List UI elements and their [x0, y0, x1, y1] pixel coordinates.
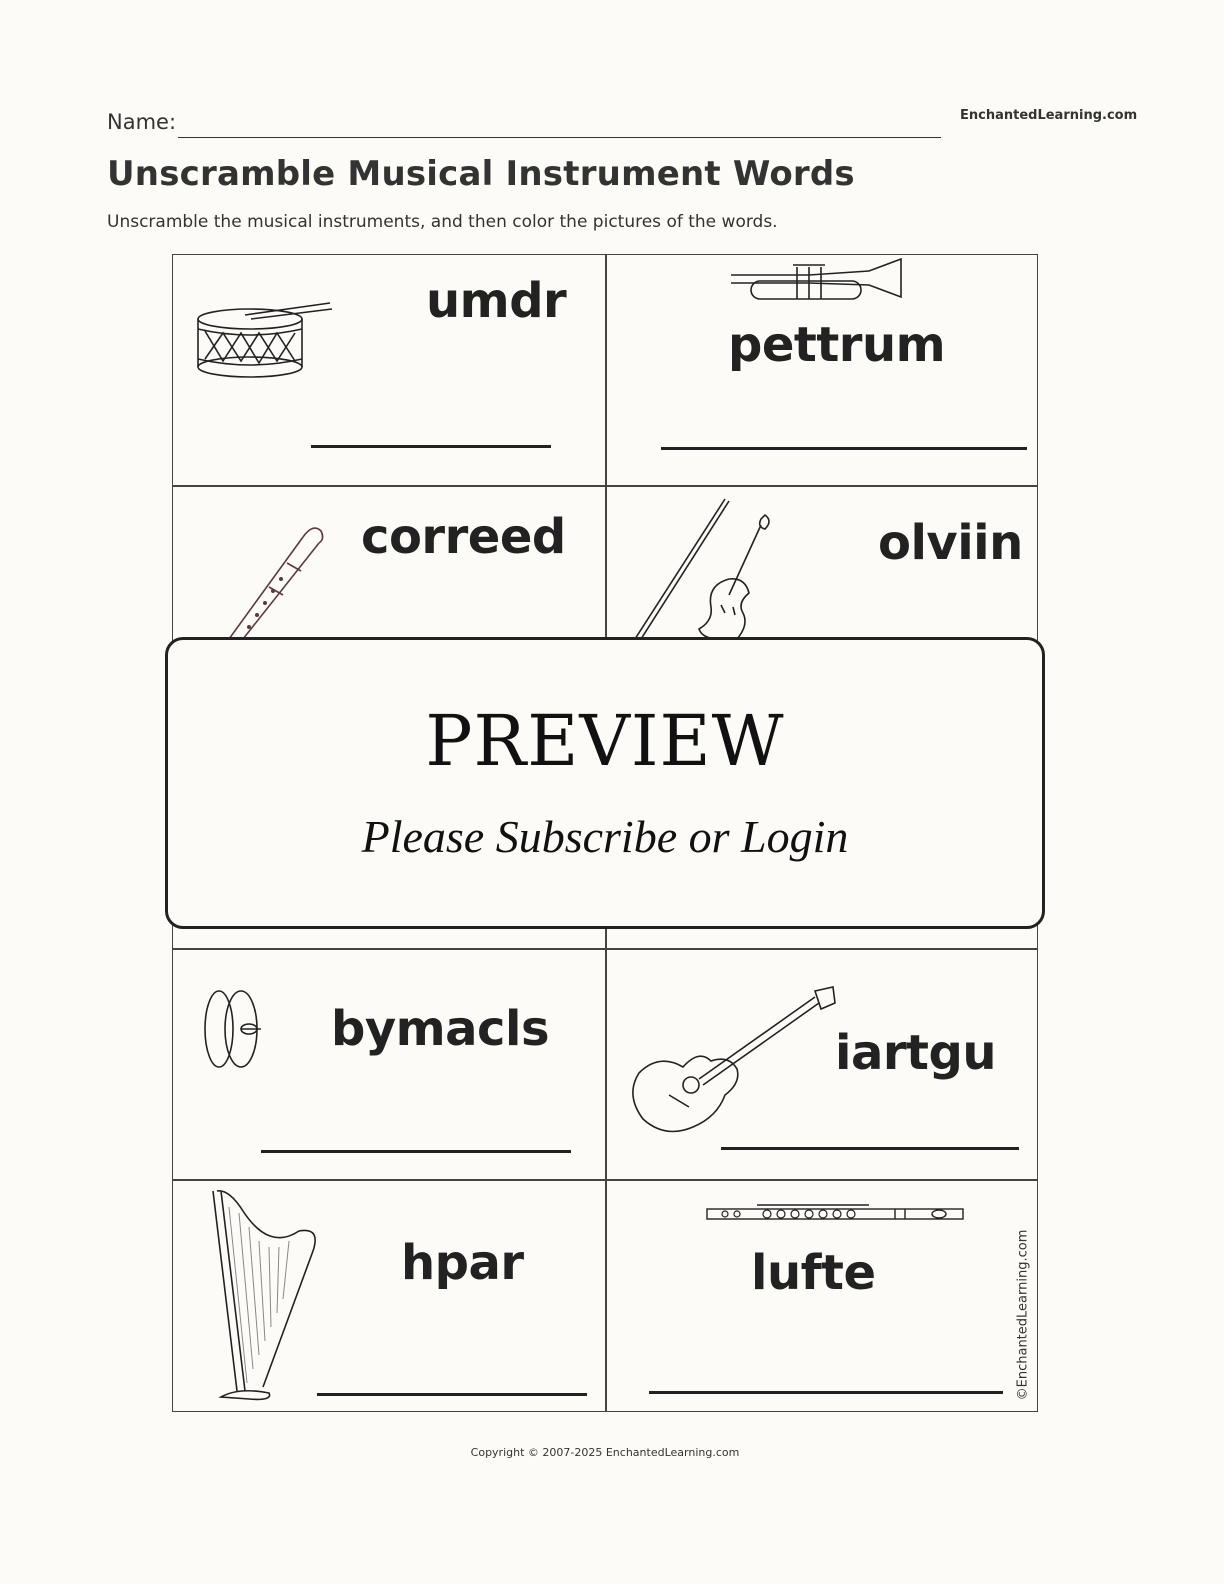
- page-title: Unscramble Musical Instrument Words: [107, 154, 855, 194]
- subscribe-login-prompt[interactable]: Please Subscribe or Login: [361, 811, 849, 862]
- preview-overlay[interactable]: [165, 637, 1045, 929]
- scrambled-word: iartgu: [835, 1025, 996, 1081]
- name-line: [178, 137, 941, 138]
- flute-icon: [705, 1199, 967, 1229]
- grid-divider: [173, 1179, 1037, 1181]
- answer-line[interactable]: [317, 1393, 587, 1396]
- drum-icon: [195, 299, 335, 381]
- name-label: Name:: [107, 110, 177, 134]
- scrambled-word: bymacls: [331, 1001, 550, 1057]
- answer-line[interactable]: [661, 447, 1027, 450]
- site-brand: EnchantedLearning.com: [960, 108, 1138, 123]
- scrambled-word: lufte: [751, 1245, 876, 1301]
- answer-line[interactable]: [311, 445, 551, 448]
- answer-line[interactable]: [649, 1391, 1003, 1394]
- guitar-icon: [629, 983, 839, 1135]
- violin-icon: [633, 495, 773, 639]
- recorder-icon: [221, 523, 325, 639]
- answer-line[interactable]: [721, 1147, 1019, 1150]
- grid-divider: [173, 948, 1037, 950]
- side-credit: [1008, 1230, 1038, 1400]
- scrambled-word: correed: [361, 509, 566, 565]
- cymbals-icon: [203, 989, 267, 1071]
- scrambled-word: hpar: [401, 1235, 524, 1291]
- side-credit-text: ©EnchantedLearning.com: [1015, 1229, 1031, 1401]
- answer-line[interactable]: [261, 1150, 571, 1153]
- trumpet-icon: [729, 257, 909, 309]
- scrambled-word: umdr: [426, 273, 567, 329]
- scrambled-word: olviin: [878, 515, 1023, 571]
- grid-divider: [173, 485, 1037, 487]
- instructions: Unscramble the musical instruments, and then color the pictures of the words.: [107, 212, 778, 232]
- harp-icon: [209, 1187, 323, 1401]
- copyright: Copyright © 2007-2025 EnchantedLearning.com: [470, 1446, 740, 1459]
- scrambled-word: pettrum: [728, 317, 946, 373]
- preview-title: PREVIEW: [425, 700, 785, 782]
